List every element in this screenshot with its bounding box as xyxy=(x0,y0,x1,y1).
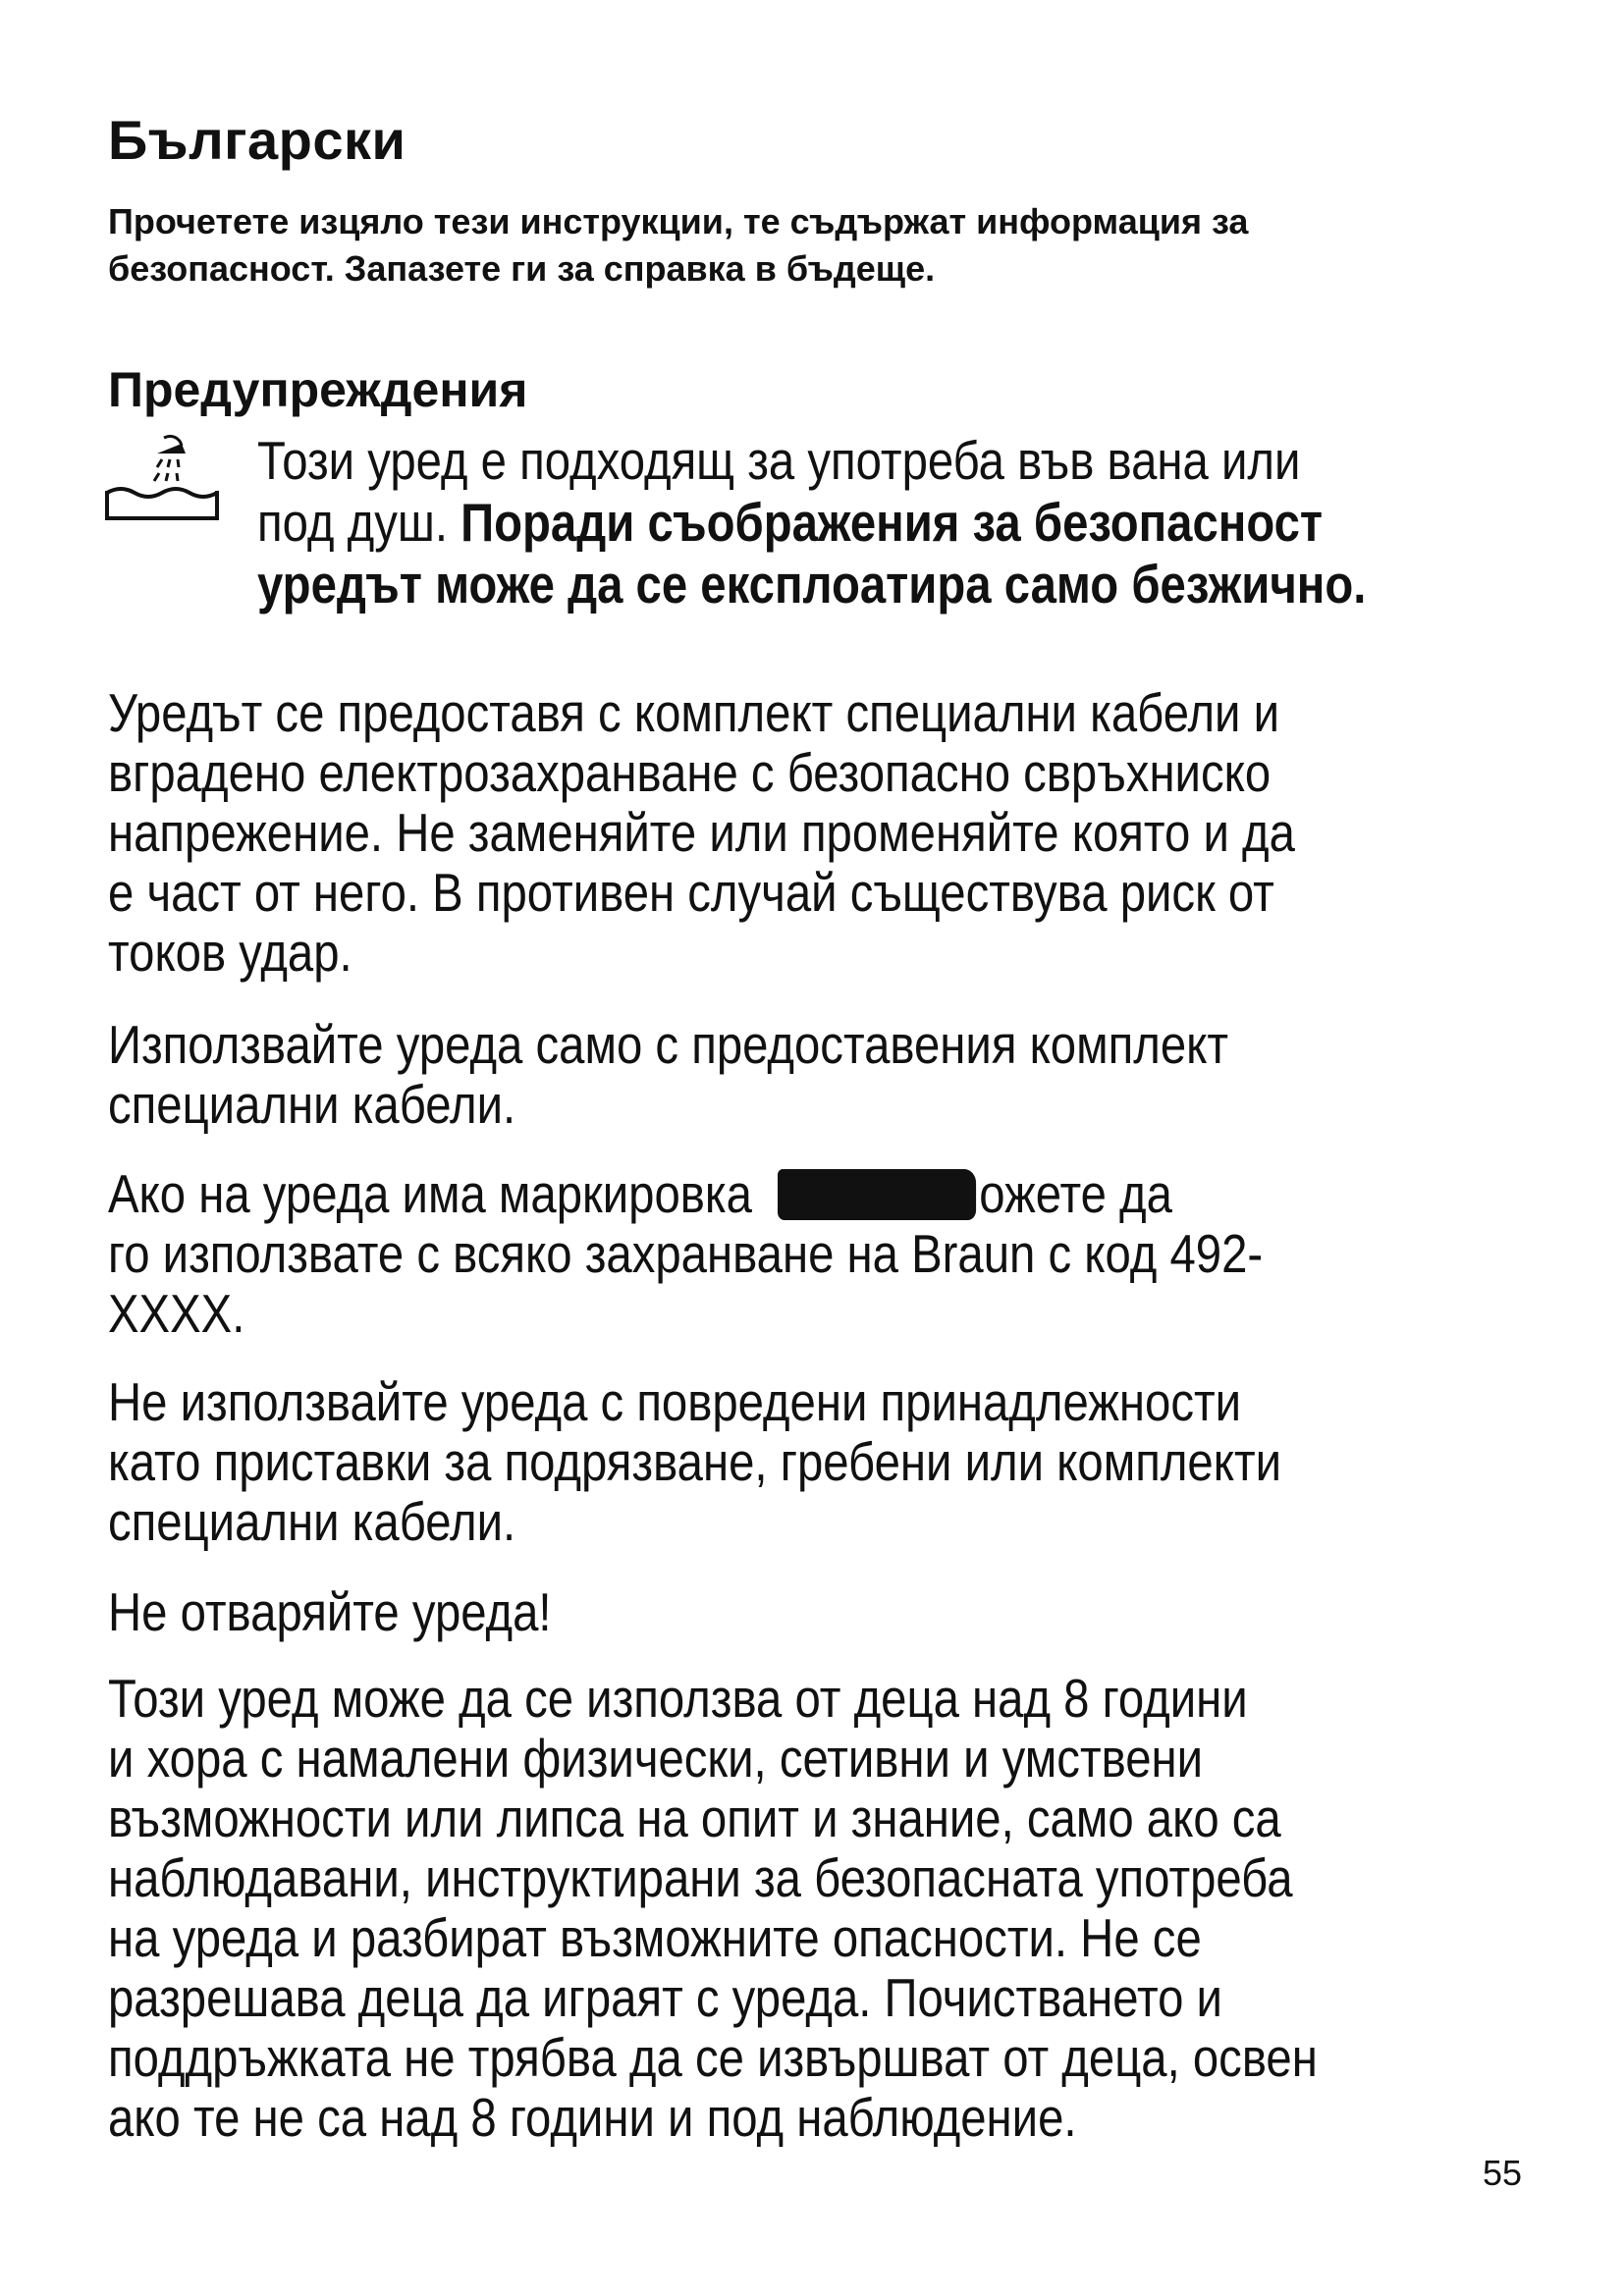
warnings-heading: Предупреждения xyxy=(108,362,528,417)
paragraph-damaged-accessories: Не използвайте уреда с повредени принадлежности като приставки за подрязване, гребени или комплекти специални кабели. xyxy=(108,1371,1282,1552)
page-title: Български xyxy=(108,109,406,171)
paragraph-use-cables: Използвайте уреда само с предоставения комплект специални кабели. xyxy=(108,1014,1229,1135)
paragraph-do-not-open: Не отваряйте уреда! xyxy=(108,1581,552,1642)
paragraph-cable-kit: Уредът се предоставя с комплект специални кабели и вградено електрозахранване с безопасно свръхниско напрежение. Не заменяйте или променяйте която и да е част от него. В противен случай съществува риск от токов удар. xyxy=(108,682,1295,983)
marking-line-1 xyxy=(108,1164,1426,1224)
intro-text: Прочетете изцяло тези инструкции, те съдържат информация за безопасност. Запазете ги за справка в бъдеще. xyxy=(108,201,1249,289)
warning-line-1: Този уред е подходящ за употреба във вана или xyxy=(257,430,1301,491)
warning-text xyxy=(257,430,1380,615)
warning-line-2 xyxy=(257,492,1380,554)
redacted-mark xyxy=(778,1169,976,1220)
paragraph-children: Този уред може да се използва от деца над 8 години и хора с намалени физически, сетивни и умствени възможности или липса на опит и знание, само ако са наблюдавани, инструктирани за безопасната употреба на уреда и разбират възможните опасности. Не се разрешава деца да играят с уреда. Почистването и поддръжката не трябва да се извършват от деца, освен ако те не са над 8 години и под наблюдение. xyxy=(108,1668,1318,2148)
marking-text-after: ожете да xyxy=(979,1163,1172,1224)
marking-text-before: Ако на уреда има маркировка xyxy=(108,1163,752,1224)
warning-line-2-bold: Поради съображения за безопасност xyxy=(460,492,1324,553)
warning-line-2-normal: под душ. xyxy=(257,492,461,553)
page-number: 55 xyxy=(1482,2153,1522,2193)
bath-shower-icon xyxy=(103,432,221,525)
warning-line-3: уредът може да се експлоатира само безжично. xyxy=(257,554,1367,614)
marking-text-rest: го използвате с всяко захранване на Braun с код 492- XXXX. xyxy=(108,1223,1264,1344)
paragraph-marking xyxy=(108,1164,1426,1344)
